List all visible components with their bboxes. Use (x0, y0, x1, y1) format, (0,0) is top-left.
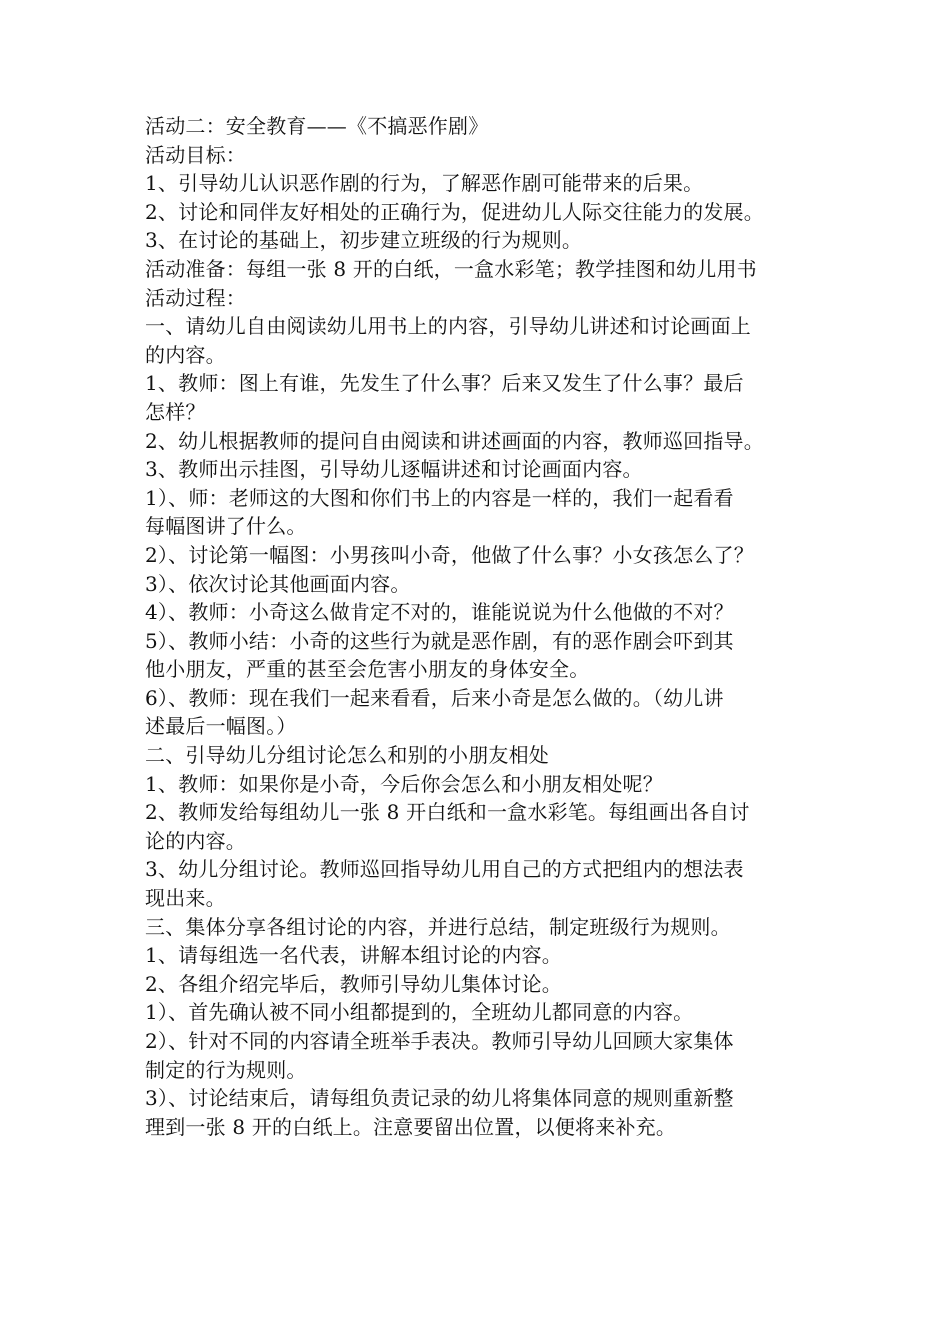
text-line: 3）、依次讨论其他画面内容。 (145, 571, 411, 596)
section-heading: 活动准备：每组一张 8 开的白纸，一盒水彩笔；教学挂图和幼儿用书 (145, 256, 757, 281)
document-title: 活动二：安全教育——《不搞恶作剧》 (145, 114, 489, 138)
text-line: 6）、教师：现在我们一起来看看，后来小奇是怎么做的。（幼儿讲 (145, 685, 724, 710)
text-line: 的内容。 (145, 342, 226, 367)
text-line: 论的内容。 (145, 828, 246, 853)
text-line: 一、请幼儿自由阅读幼儿用书上的内容，引导幼儿讲述和讨论画面上 (145, 314, 751, 339)
text-line: 2）、讨论第一幅图：小男孩叫小奇，他做了什么事？小女孩怎么了？ (145, 542, 754, 567)
text-line: 怎样？ (145, 399, 206, 424)
text-line: 3、教师出示挂图，引导幼儿逐幅讲述和讨论画面内容。 (145, 457, 643, 482)
section-heading: 活动过程： (145, 285, 246, 310)
text-line: 3、幼儿分组讨论。教师巡回指导幼儿用自己的方式把组内的想法表 (145, 857, 744, 882)
text-line: 3）、讨论结束后，请每组负责记录的幼儿将集体同意的规则重新整 (145, 1086, 734, 1111)
text-line: 1、请每组选一名代表，讲解本组讨论的内容。 (145, 943, 562, 968)
text-line: 二、引导幼儿分组讨论怎么和别的小朋友相处 (145, 743, 549, 768)
text-line: 2）、针对不同的内容请全班举手表决。教师引导幼儿回顾大家集体 (145, 1029, 734, 1053)
text-line: 2、幼儿根据教师的提问自由阅读和讲述画面的内容，教师巡回指导。 (145, 428, 764, 453)
text-line: 2、各组介绍完毕后，教师引导幼儿集体讨论。 (145, 971, 562, 996)
text-line: 2、教师发给每组幼儿一张 8 开白纸和一盒水彩笔。每组画出各自讨 (145, 800, 750, 825)
text-line: 述最后一幅图。） (145, 714, 297, 739)
text-line: 5）、教师小结：小奇的这些行为就是恶作剧，有的恶作剧会吓到其 (145, 628, 734, 653)
document-body (145, 112, 820, 1141)
text-line: 他小朋友，严重的甚至会危害小朋友的身体安全。 (145, 657, 590, 682)
text-line: 3、在讨论的基础上，初步建立班级的行为规则。 (145, 228, 583, 253)
text-line: 4）、教师：小奇这么做肯定不对的，谁能说说为什么他做的不对？ (145, 600, 734, 625)
text-line: 制定的行为规则。 (145, 1057, 307, 1082)
text-line: 1）、师：老师这的大图和你们书上的内容是一样的，我们一起看看 (145, 485, 734, 510)
text-line: 2、讨论和同伴友好相处的正确行为，促进幼儿人际交往能力的发展。 (145, 199, 764, 224)
text-line: 理到一张 8 开的白纸上。注意要留出位置，以便将来补充。 (145, 1114, 677, 1139)
text-line: 每幅图讲了什么。 (145, 514, 307, 539)
text-line: 三、集体分享各组讨论的内容，并进行总结，制定班级行为规则。 (145, 914, 731, 939)
text-line: 1）、首先确认被不同小组都提到的，全班幼儿都同意的内容。 (145, 1000, 694, 1025)
text-line: 1、教师：如果你是小奇，今后你会怎么和小朋友相处呢？ (145, 771, 663, 796)
section-heading: 活动目标： (145, 142, 246, 167)
text-line: 1、教师：图上有谁，先发生了什么事？后来又发生了什么事？最后 (145, 371, 744, 396)
text-line: 现出来。 (145, 886, 226, 911)
text-line: 1、引导幼儿认识恶作剧的行为，了解恶作剧可能带来的后果。 (145, 171, 704, 196)
